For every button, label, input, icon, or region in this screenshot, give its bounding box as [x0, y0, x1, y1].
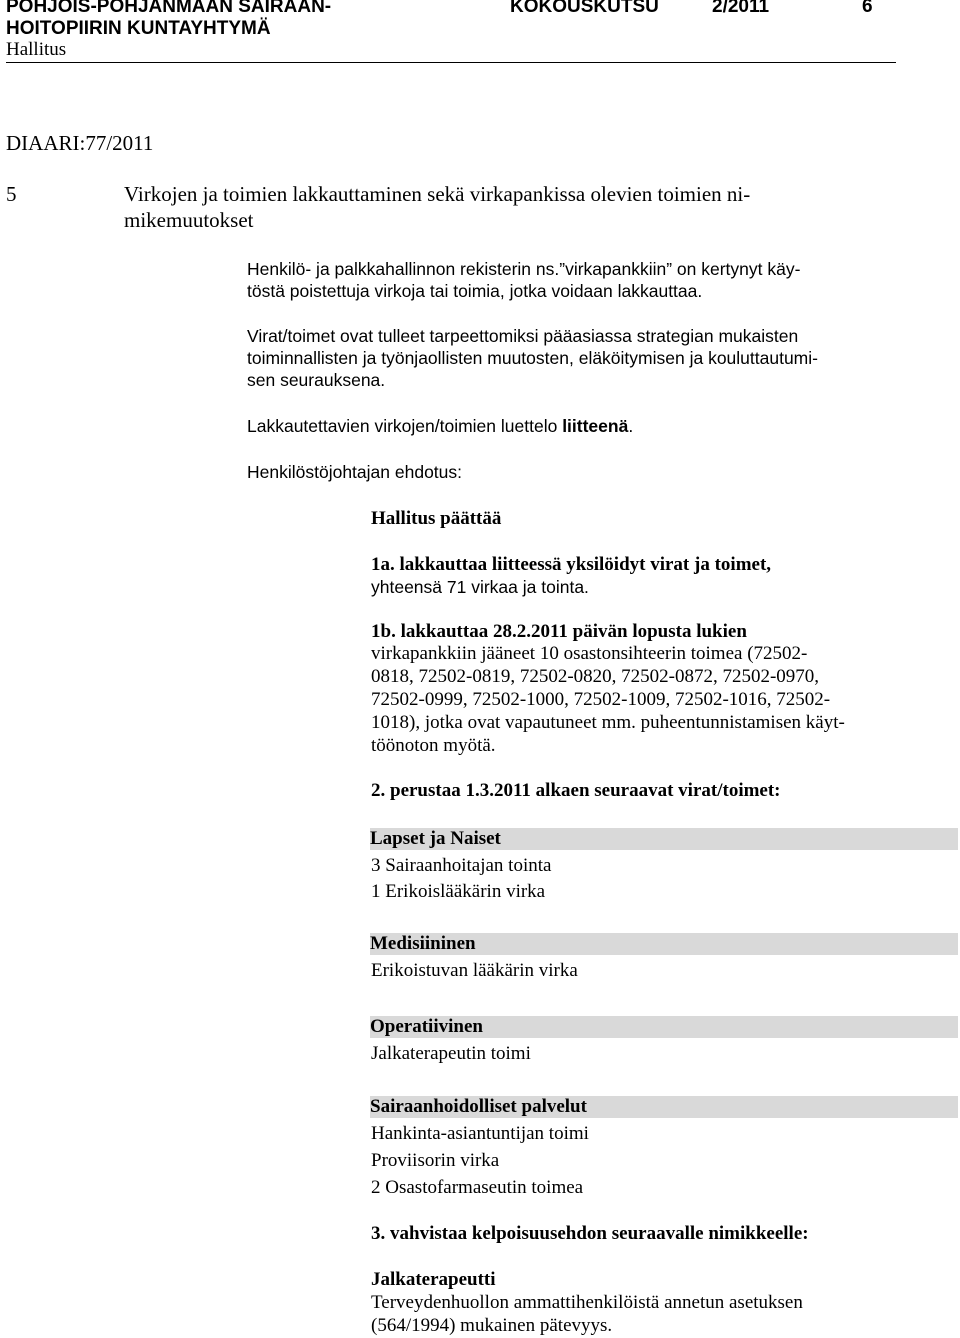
page-number: 6 — [862, 0, 873, 17]
intro-line2: töstä poistettuja virkoja tai toimia, jotka voidaan lakkauttaa. — [247, 281, 703, 301]
point-1b-heading: 1b. lakkauttaa 28.2.2011 päivän lopusta lukien — [371, 621, 747, 642]
intro-line1: Henkilö- ja palkkahallinnon rekisterin ns.”virkapankkiin” on kertynyt käy- — [247, 259, 801, 279]
qualification-line1: Terveydenhuollon ammattihenkilöistä annetun asetuksen — [371, 1292, 803, 1313]
point-1a-heading: 1a. lakkauttaa liitteessä yksilöidyt virat ja toimet, — [371, 554, 772, 575]
attachment-link-text: liitteenä — [562, 416, 629, 436]
point-3-heading: 3. vahvistaa kelpoisuusehdon seuraavalle nimikkeelle: — [371, 1223, 809, 1244]
header-divider — [6, 62, 896, 63]
reason-line1: Virat/toimet ovat tulleet tarpeettomiksi pääasiassa strategian mukaisten — [247, 326, 799, 346]
category-item: Erikoistuvan lääkärin virka — [371, 960, 578, 981]
meeting-body: Hallitus — [6, 39, 67, 60]
point-1b-line5: 1018), jotka ovat vapautuneet mm. puheentunnistamisen käyt- — [371, 712, 845, 733]
category-item: Hankinta-asiantuntijan toimi — [371, 1123, 589, 1144]
item-number: 5 — [6, 182, 17, 206]
attachment-note — [247, 415, 633, 437]
point-1a-line2: yhteensä 71 virkaa ja tointa. — [371, 577, 589, 597]
category-item: 3 Sairaanhoitajan tointa — [371, 855, 552, 876]
point-1b-line6: töönoton myötä. — [371, 735, 496, 756]
diaari-number: DIAARI:77/2011 — [6, 131, 154, 155]
category-medisiininen: Medisiininen — [370, 933, 958, 955]
reason-line2: toiminnallisten ja työnjaollisten muutosten, eläköitymisen ja kouluttautumi- — [247, 348, 818, 368]
item-title-line2: mikemuutokset — [124, 208, 254, 232]
reason-line3: sen seurauksena. — [247, 370, 386, 390]
point-1b-line4: 72502-0999, 72502-1000, 72502-1009, 72502-1016, 72502- — [371, 689, 831, 710]
document-type: KOKOUSKUTSU — [510, 0, 659, 17]
category-operatiivinen: Operatiivinen — [370, 1016, 958, 1038]
category-sairaanhoidolliset-palvelut: Sairaanhoidolliset palvelut — [370, 1096, 958, 1118]
attachment-text: Lakkautettavien virkojen/toimien luettelo — [247, 416, 563, 436]
point-1b-line2: virkapankkiin jääneet 10 osastonsihteerin toimea (72502- — [371, 643, 808, 664]
proposal-label: Henkilöstöjohtajan ehdotus: — [247, 462, 463, 482]
category-lapset-ja-naiset: Lapset ja Naiset — [370, 828, 958, 850]
qualification-title: Jalkaterapeutti — [371, 1269, 496, 1290]
organization-name-line1: POHJOIS-POHJANMAAN SAIRAAN- — [6, 0, 332, 17]
decision-heading: Hallitus päättää — [371, 508, 502, 529]
category-item: 2 Osastofarmaseutin toimea — [371, 1177, 584, 1198]
category-item: Jalkaterapeutin toimi — [371, 1043, 531, 1064]
qualification-line2: (564/1994) mukainen pätevyys. — [371, 1315, 613, 1336]
attachment-period: . — [628, 416, 634, 436]
issue-number: 2/2011 — [712, 0, 770, 17]
category-item: 1 Erikoislääkärin virka — [371, 881, 546, 902]
point-1b-line3: 0818, 72502-0819, 72502-0820, 72502-0872, 72502-0970, — [371, 666, 820, 687]
item-title-line1: Virkojen ja toimien lakkauttaminen sekä virkapankissa olevien toimien ni- — [124, 182, 751, 206]
point-2-heading: 2. perustaa 1.3.2011 alkaen seuraavat virat/toimet: — [371, 780, 781, 801]
category-item: Proviisorin virka — [371, 1150, 500, 1171]
organization-name-line2: HOITOPIIRIN KUNTAYHTYMÄ — [6, 18, 271, 39]
